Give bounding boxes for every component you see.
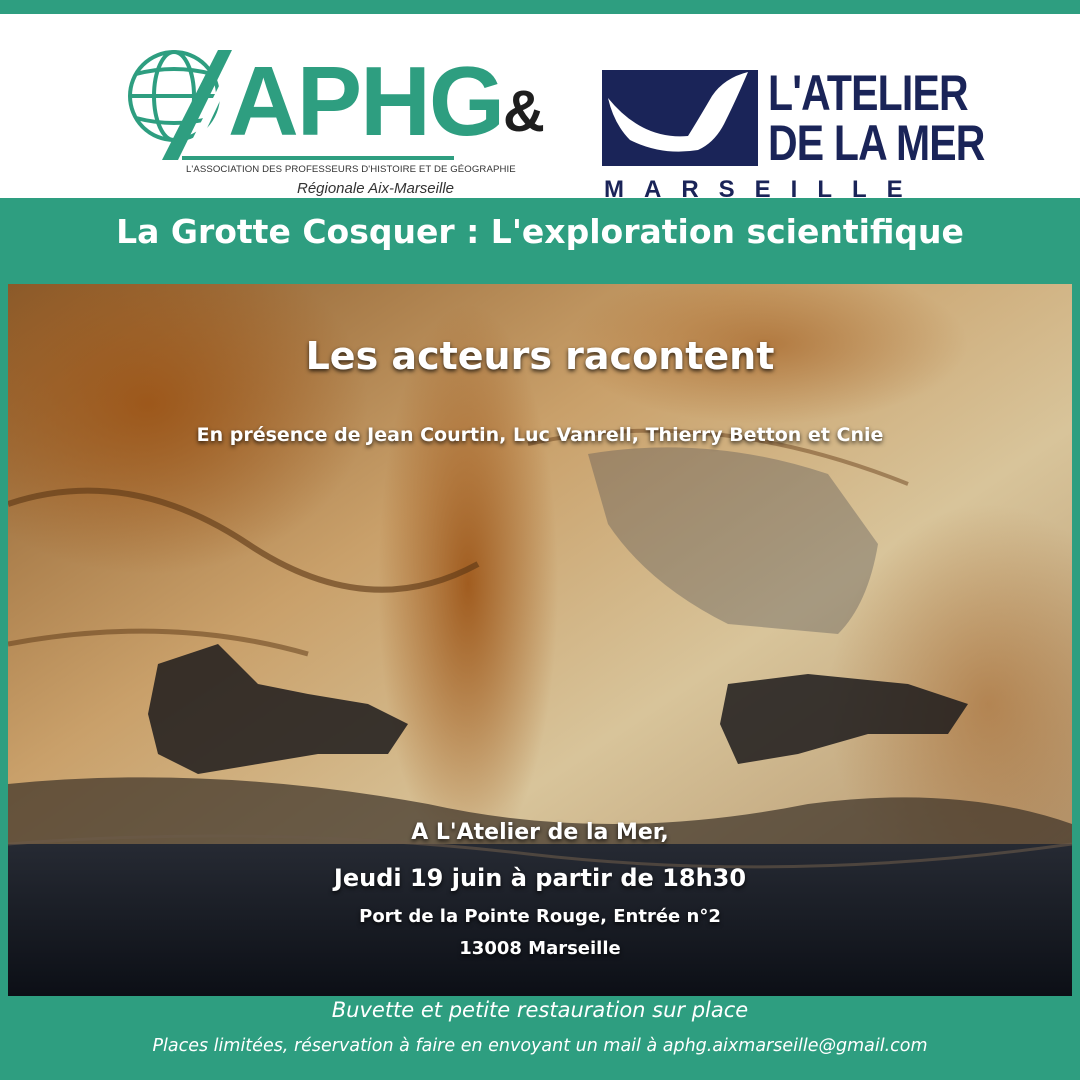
globe-icon [122,34,232,164]
aphg-letters: APHG [228,46,504,156]
speakers-line: En présence de Jean Courtin, Luc Vanrell, Thierry Betton et Cnie [196,424,884,446]
atelier-line-1: L'ATELIER [768,65,968,121]
ampersand: & [503,79,545,144]
aphg-logo [122,34,516,197]
cave-painting-photo [8,284,1072,996]
aphg-underline [182,156,454,160]
aphg-regional-label: Régionale Aix-Marseille [296,180,454,197]
logo-header [0,14,1080,203]
refreshments-note: Buvette et petite restauration sur place [331,998,749,1022]
venue-line: A L'Atelier de la Mer, [411,820,669,845]
atelier-de-la-mer-logo [602,54,985,204]
address-line: Port de la Pointe Rouge, Entrée n°2 [359,906,721,927]
event-subtitle: Les acteurs racontent [305,334,775,378]
atelier-city: MARSEILLE [604,176,923,203]
event-title: La Grotte Cosquer : L'exploration scientifique [116,212,964,251]
booking-note: Places limitées, réservation à faire en envoyant un mail à aphg.aixmarseille@gmail.com [152,1036,928,1056]
whale-tail-icon [602,70,758,166]
atelier-line-2: DE LA MER [768,115,985,171]
date-line: Jeudi 19 juin à partir de 18h30 [333,864,747,892]
aphg-association-name: L'ASSOCIATION DES PROFESSEURS D'HISTOIRE ET DE GÉOGRAPHIE [186,164,516,175]
postal-line: 13008 Marseille [459,938,621,959]
